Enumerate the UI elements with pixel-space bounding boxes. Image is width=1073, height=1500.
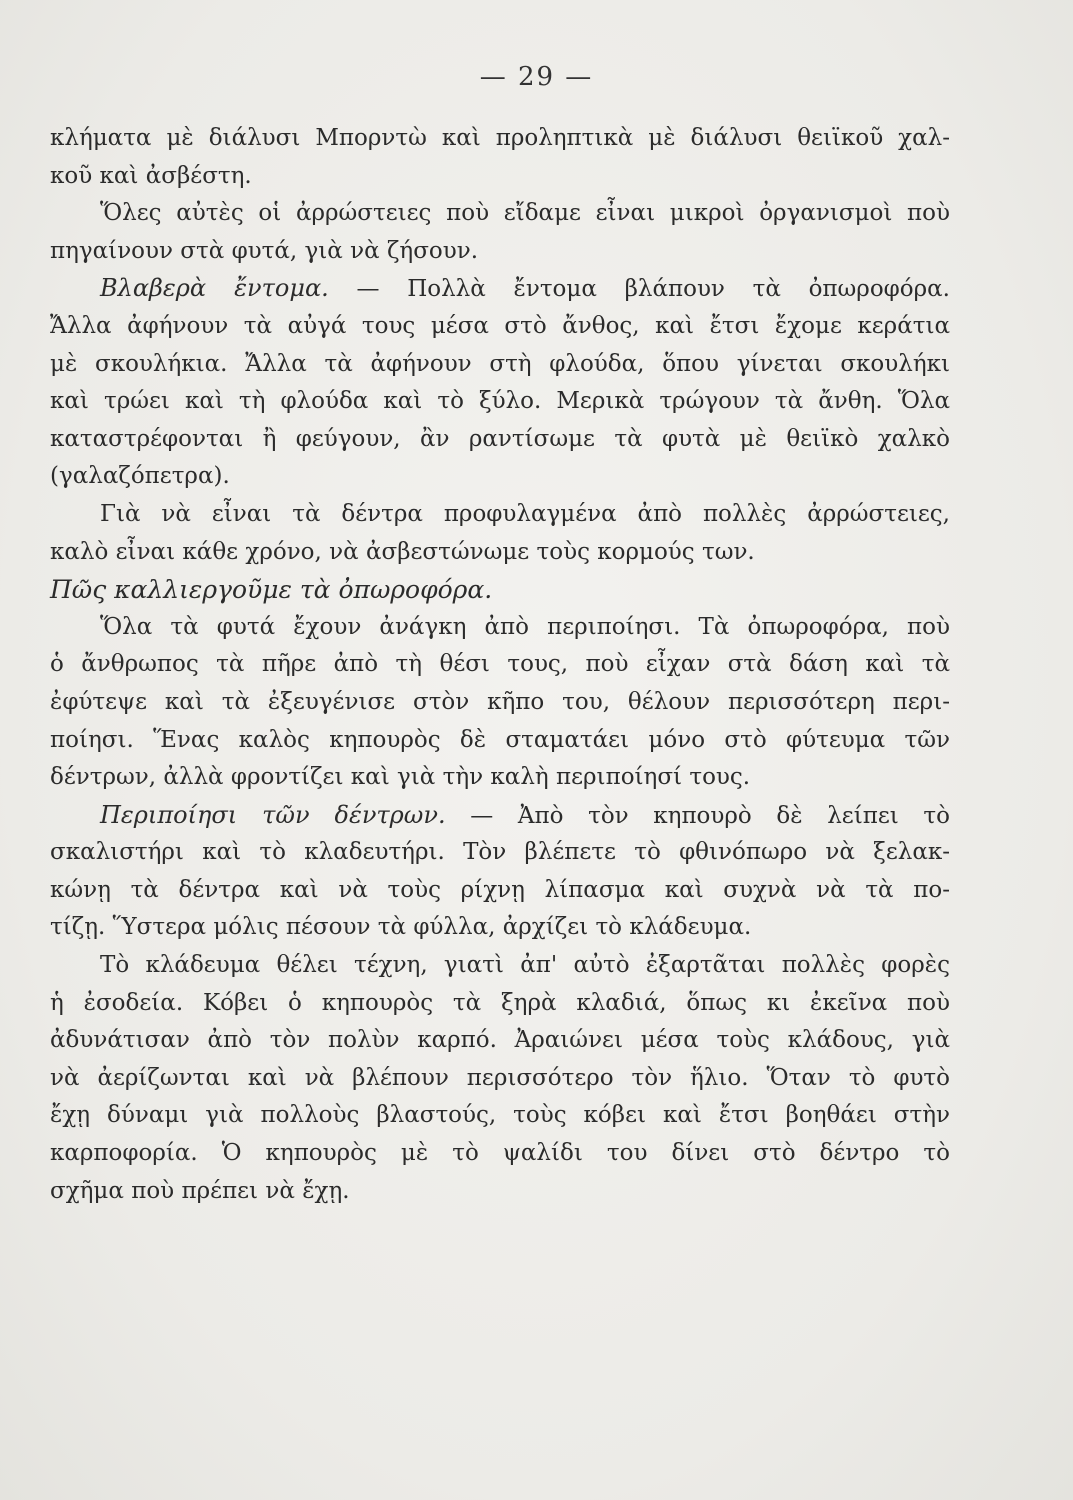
text-line: Ὅλα τὰ φυτά ἔχουν ἀνάγκη ἀπὸ περιποίησι. Τὰ ὀπωροφόρα, ποὺ [100, 613, 950, 640]
text-line: σκαλιστήρι καὶ τὸ κλαδευτήρι. Τὸν βλέπετε τὸ φθινόπωρο νὰ ξελακ- [50, 839, 950, 866]
text-line: Ἄλλα ἀφήνουν τὰ αὐγά τους μέσα στὸ ἄνθος, καὶ ἔτσι ἔχομε κεράτια [50, 312, 950, 339]
text-line: ἔχῃ δύναμι γιὰ πολλοὺς βλαστούς, τοὺς κόβει καὶ ἔτσι βοηθάει στὴν [50, 1102, 950, 1129]
text-line: καταστρέφονται ἢ φεύγουν, ἂν ραντίσωμε τὰ φυτὰ μὲ θειϊκὸ χαλκὸ [50, 425, 950, 452]
subheading: Βλαβερὰ ἔντομα. [100, 274, 329, 303]
text-line: νὰ ἀερίζωνται καὶ νὰ βλέπουν περισσότερο τὸν ἥλιο. Ὅταν τὸ φυτὸ [50, 1064, 950, 1091]
text-line: Ὅλες αὐτὲς οἱ ἀρρώστειες ποὺ εἴδαμε εἶναι μικροὶ ὀργανισμοὶ ποὺ [100, 200, 950, 227]
page-number: — 29 — [479, 62, 594, 92]
text-line: ἡ ἐσοδεία. Κόβει ὁ κηπουρὸς τὰ ξηρὰ κλαδιά, ὅπως κι ἐκεῖνα ποὺ [50, 989, 950, 1016]
text-line [50, 270, 950, 308]
text-line: (γαλαζόπετρα). [50, 463, 230, 490]
text-line: ποίησι. Ἕνας καλὸς κηπουρὸς δὲ σταματάει μόνο στὸ φύτευμα τῶν [50, 726, 950, 753]
text-line: κλήματα μὲ διάλυσι Μπορντὼ καὶ προληπτικὰ μὲ διάλυσι θειϊκοῦ χαλ- [50, 125, 950, 151]
text-line: τίζῃ. Ὕστερα μόλις πέσουν τὰ φύλλα, ἀρχίζει τὸ κλάδευμα. [50, 914, 752, 941]
text-line: κώνῃ τὰ δέντρα καὶ νὰ τοὺς ρίχνῃ λίπασμα καὶ συχνὰ νὰ τὰ πο- [50, 876, 950, 903]
text-line: ἀδυνάτισαν ἀπὸ τὸν πολὺν καρπό. Ἀραιώνει μέσα τοὺς κλάδους, γιὰ [50, 1027, 950, 1054]
text-line: κοῦ καὶ ἀσβέστη. [50, 162, 252, 189]
text-line [50, 797, 950, 835]
text-line: σχῆμα ποὺ πρέπει νὰ ἔχῃ. [50, 1177, 350, 1204]
text-line: δέντρων, ἀλλὰ φροντίζει καὶ γιὰ τὴν καλὴ περιποίησί τους. [50, 764, 751, 791]
text-line: Γιὰ νὰ εἶναι τὰ δέντρα προφυλαγμένα ἀπὸ πολλὲς ἀρρώστειες, [100, 500, 950, 527]
text-line: καὶ τρώει καὶ τὴ φλούδα καὶ τὸ ξύλο. Μερικὰ τρώγουν τὰ ἄνθη. Ὅλα [50, 388, 950, 415]
text-line: καλὸ εἶναι κάθε χρόνο, νὰ ἀσβεστώνωμε τοὺς κορμούς των. [50, 538, 755, 565]
text-line: μὲ σκουλήκια. Ἄλλα τὰ ἀφήνουν στὴ φλούδα, ὅπου γίνεται σκουλήκι [50, 350, 950, 377]
section-heading: Πῶς καλλιεργοῦμε τὰ ὀπωροφόρα. [50, 575, 493, 605]
text-line: καρποφορία. Ὁ κηπουρὸς μὲ τὸ ψαλίδι του δίνει στὸ δέντρο τὸ [50, 1140, 950, 1167]
body-text [50, 120, 950, 1210]
line-text: — Πολλὰ ἔντομα βλάπουν τὰ ὀπωροφόρα. [328, 276, 950, 303]
subheading: Περιποίησι τῶν δέντρων. [100, 800, 446, 829]
text-line: ἐφύτεψε καὶ τὰ ἐξευγένισε στὸν κῆπο του, θέλουν περισσότερη περι- [50, 688, 950, 715]
text-line: Τὸ κλάδευμα θέλει τέχνη, γιατὶ ἀπ' αὐτὸ ἐξαρτᾶται πολλὲς φορὲς [100, 952, 950, 979]
line-text: — Ἀπὸ τὸν κηπουρὸ δὲ λείπει τὸ [445, 802, 951, 829]
text-line: ὁ ἄνθρωπος τὰ πῆρε ἀπὸ τὴ θέσι τους, ποὺ εἶχαν στὰ δάση καὶ τὰ [50, 651, 950, 678]
text-line: πηγαίνουν στὰ φυτά, γιὰ νὰ ζήσουν. [50, 237, 479, 264]
